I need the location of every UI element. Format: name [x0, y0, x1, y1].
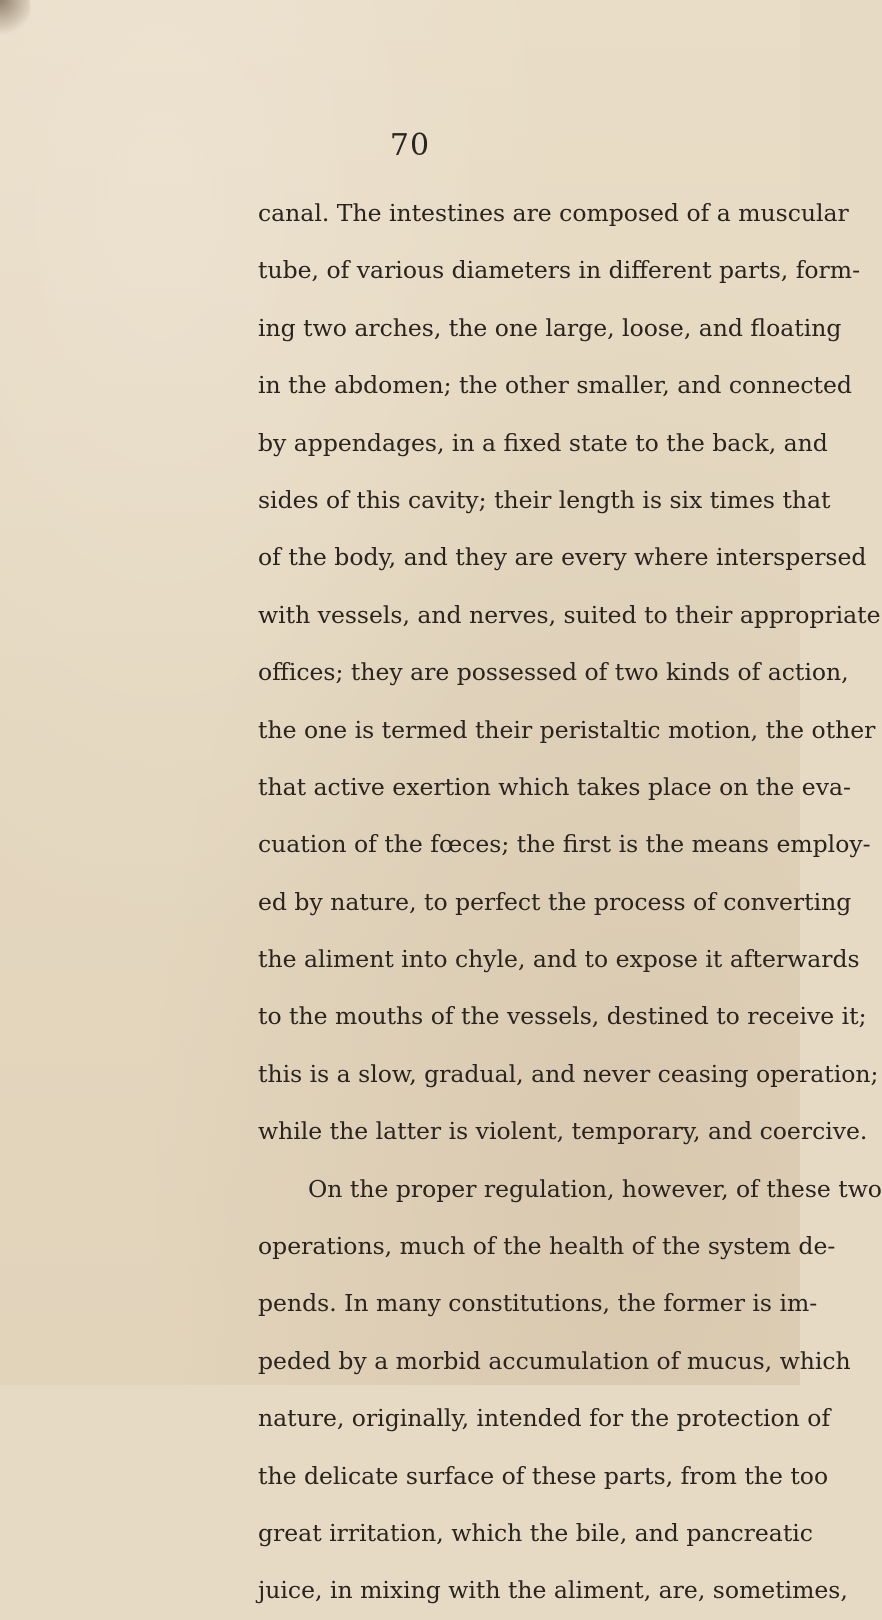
- text-line: ing two arches, the one large, loose, and floating: [258, 313, 842, 342]
- text-line: juice, in mixing with the aliment, are, sometimes,: [258, 1576, 848, 1605]
- text-line: peded by a morbid accumulation of mucus, which: [258, 1346, 851, 1375]
- text-line: ed by nature, to perfect the process of converting: [258, 887, 852, 916]
- page-corner-shadow: [0, 0, 30, 40]
- text-line: operations, much of the health of the system de-: [258, 1232, 836, 1261]
- text-line: canal. The intestines are composed of a muscular: [258, 199, 849, 227]
- text-line: sides of this cavity; their length is six times that: [258, 485, 831, 514]
- text-line: in the abdomen; the other smaller, and connected: [258, 371, 852, 400]
- text-line: to the mouths of the vessels, destined to receive it;: [258, 1002, 867, 1031]
- text-line: by appendages, in a fixed state to the back, and: [258, 428, 828, 457]
- text-line: the aliment into chyle, and to expose it afterwards: [258, 945, 860, 974]
- page-number: 70: [389, 128, 431, 163]
- text-line: the one is termed their peristaltic motion, the other: [258, 715, 876, 744]
- text-line: this is a slow, gradual, and never ceasing operation;: [258, 1059, 879, 1088]
- text-line: cuation of the fœces; the first is the means employ-: [258, 830, 871, 859]
- text-line: pends. In many constitutions, the former is im-: [258, 1289, 818, 1318]
- text-line: with vessels, and nerves, suited to their appropriate: [258, 600, 881, 629]
- text-line: great irritation, which the bile, and pancreatic: [258, 1518, 813, 1547]
- text-line: the delicate surface of these parts, from the too: [258, 1461, 829, 1490]
- text-line: nature, originally, intended for the protection of: [258, 1404, 831, 1433]
- body-text: [258, 185, 882, 1620]
- text-line: tube, of various diameters in different parts, form-: [258, 256, 861, 285]
- text-line: offices; they are possessed of two kinds of action,: [258, 658, 849, 687]
- paragraph-start-line: On the proper regulation, however, of these two: [308, 1174, 882, 1203]
- text-line: while the latter is violent, temporary, and coercive.: [258, 1117, 868, 1146]
- text-line: of the body, and they are every where interspersed: [258, 543, 867, 572]
- text-line: that active exertion which takes place on the eva-: [258, 772, 851, 801]
